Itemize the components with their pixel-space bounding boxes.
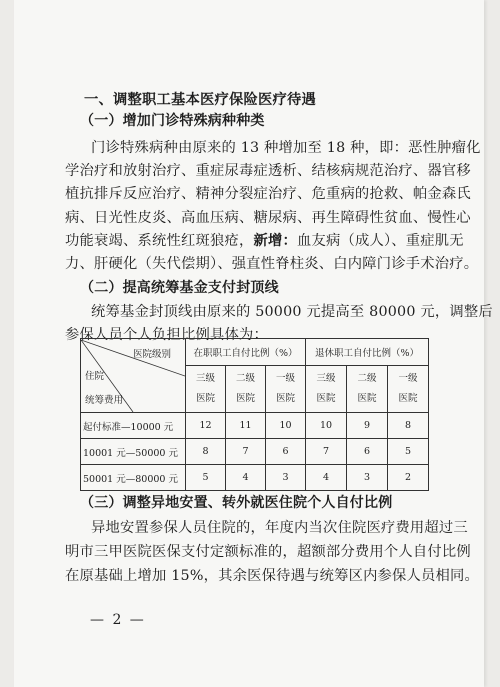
paragraph-2-line-2: 参保人员个人负担比例具体为： — [65, 327, 268, 343]
value-cell: 5 — [388, 439, 429, 465]
value-cell: 2 — [388, 465, 429, 491]
group-header-retired: 退休职工自付比例（%） — [306, 339, 429, 366]
value-cell: 3 — [266, 465, 306, 491]
value-cell: 8 — [186, 439, 226, 465]
section-title: 一、调整职工基本医疗保险医疗待遇 — [84, 92, 316, 108]
subsection-3-title: （三）调整异地安置、转外就医住院个人自付比例 — [80, 495, 393, 511]
value-cell: 10 — [266, 413, 306, 439]
value-cell: 10 — [306, 413, 347, 439]
corner-pooled-cost: 统筹费用 — [85, 394, 124, 406]
subsection-1-title: （一）增加门诊特殊病种种类 — [80, 113, 265, 129]
paragraph-3-line-3: 在原基础上增加 15%，其余医保待遇与统筹区内参保人员相同。 — [65, 568, 480, 584]
value-cell: 12 — [186, 413, 226, 439]
corner-hospital-level: 医院级别 — [132, 348, 171, 360]
value-cell: 6 — [347, 439, 388, 465]
table-row — [81, 439, 429, 465]
grade-header: 三级 医院 — [306, 366, 347, 413]
paragraph-1-line-5-tail: 血友病（成人）、重症肌无 — [296, 233, 464, 249]
grade-header: 二级 医院 — [347, 366, 388, 413]
value-cell: 7 — [306, 439, 347, 465]
paragraph-1-line-2: 学治疗和放射治疗、重症尿毒症透析、结核病规范治疗、器官移 — [65, 163, 471, 179]
paragraph-1-line-5 — [65, 230, 464, 250]
reimbursement-table — [80, 338, 429, 491]
value-cell: 5 — [186, 465, 226, 491]
grade-header: 一级 医院 — [388, 366, 429, 413]
value-cell: 6 — [266, 439, 306, 465]
cost-range-cell: 10001 元—50000 元 — [81, 439, 186, 465]
value-cell: 11 — [226, 413, 266, 439]
page-number: — 2 — — [90, 612, 146, 628]
value-cell: 7 — [226, 439, 266, 465]
value-cell: 8 — [388, 413, 429, 439]
paragraph-1-line-5-head: 功能衰竭、系统性红斑狼疮， — [65, 233, 254, 249]
cost-range-cell: 起付标准—10000 元 — [81, 413, 186, 439]
new-diseases-label: 新增： — [253, 233, 297, 249]
table-row — [81, 413, 429, 439]
paragraph-1-line-4: 病、日光性皮炎、高血压病、糖尿病、再生障碍性贫血、慢性心 — [65, 210, 471, 226]
paragraph-1-line-3: 植抗排斥反应治疗、精神分裂症治疗、危重病的抢救、帕金森氏 — [65, 186, 471, 202]
value-cell: 9 — [347, 413, 388, 439]
corner-inpatient: 住院 — [85, 370, 105, 382]
table-row — [81, 465, 429, 491]
paragraph-3-line-2: 明市三甲医院医保支付定额标准的，超额部分费用个人自付比例 — [65, 544, 471, 560]
paragraph-2-line-1: 统筹基金封顶线由原来的 50000 元提高至 80000 元，调整后 — [91, 304, 493, 320]
table-corner-header — [81, 339, 186, 413]
value-cell: 3 — [347, 465, 388, 491]
paragraph-3-line-1: 异地安置参保人员住院的，年度内当次住院医疗费用超过三 — [91, 520, 468, 536]
paragraph-1-line-1: 门诊特殊病种由原来的 13 种增加至 18 种，即：恶性肿瘤化 — [91, 140, 481, 156]
cost-range-cell: 50001 元—80000 元 — [81, 465, 186, 491]
grade-header: 一级 医院 — [266, 366, 306, 413]
value-cell: 4 — [226, 465, 266, 491]
paragraph-1-line-6: 力、肝硬化（失代偿期）、强直性脊柱炎、白内障门诊手术治疗。 — [65, 256, 479, 272]
subsection-2-title: （二）提高统筹基金支付封顶线 — [80, 280, 279, 296]
group-header-active: 在职职工自付比例（%） — [186, 339, 306, 366]
grade-header: 二级 医院 — [226, 366, 266, 413]
value-cell: 4 — [306, 465, 347, 491]
grade-header: 三级 医院 — [186, 366, 226, 413]
